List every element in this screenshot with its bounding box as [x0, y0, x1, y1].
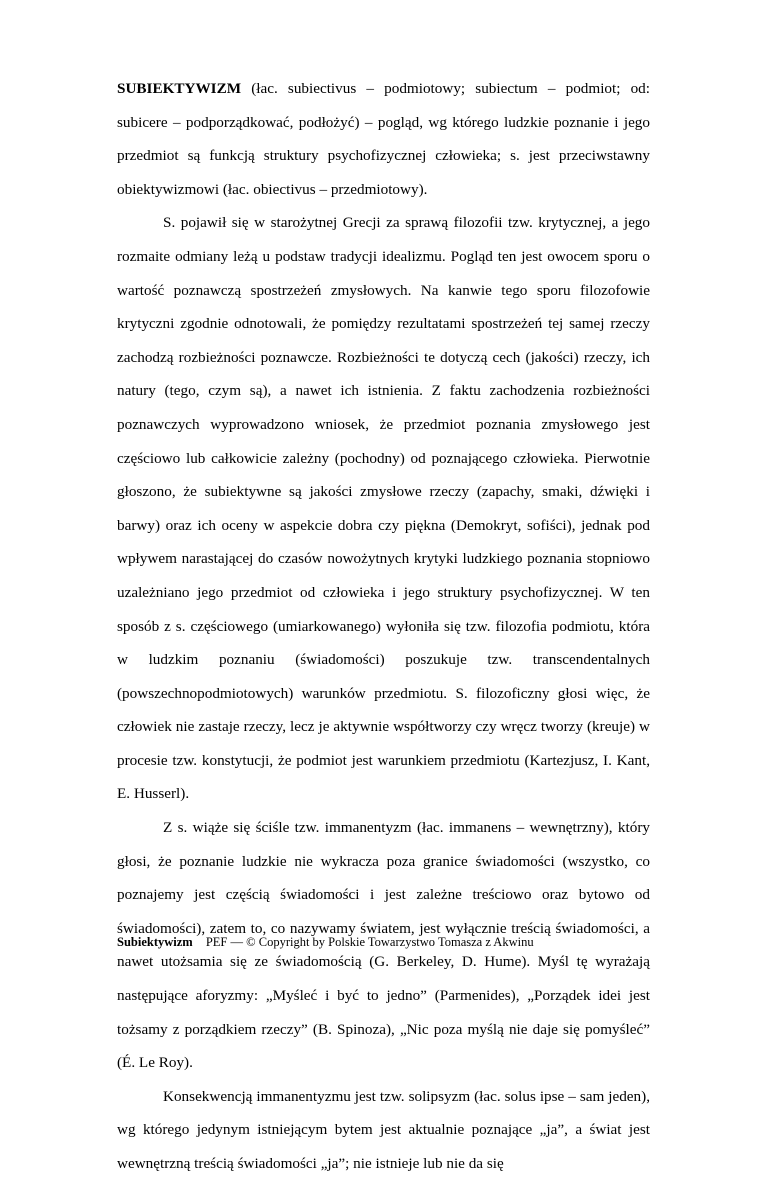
footer-copyright: PEF — © Copyright by Polskie Towarzystwo Tomasza z Akwinu	[205, 935, 534, 949]
body-paragraph: S. pojawił się w starożytnej Grecji za sprawą filozofii tzw. krytycznej, a jego rozmaite odmiany leżą u podstaw tradycji idealizmu. Pogląd ten jest owocem sporu o wartość poznawczą spostrzeżeń zmysłowych. Na kanwie tego sporu filozofowie krytyczni zgodnie odnotowali, że pomiędzy rezultatami spostrzeżeń tej samej rzeczy zachodzą rozbieżności poznawcze. Rozbieżności te dotyczą cech (jakości) rzeczy, ich natury (tego, czym są), a nawet ich istnienia. Z faktu zachodzenia rozbieżności poznawczych wyprowadzono wniosek, że przedmiot poznania zmysłowego jest częściowo lub całkowicie zależny (pochodny) od poznającego człowieka. Pierwotnie głoszono, że subiektywne są jakości zmysłowe rzeczy (zapachy, smaki, dźwięki i barwy) oraz ich oceny w aspekcie dobra czy piękna (Demokryt, sofiści), jednak pod wpływem narastającej do czasów nowożytnych krytyki ludzkiego poznania stopniowo uzależniano jego przedmiot od człowieka i jego struktury psychofizycznej. W ten sposób z s. częściowego (umiarkowanego) wyłoniła się tzw. filozofia podmiotu, która w ludzkim poznaniu (świadomości) poszukuje tzw. transcendentalnych (powszechnopodmiotowych) warunków przedmiotu. S. filozoficzny głosi więc, że człowiek nie zastaje rzeczy, lecz je aktywnie współtworzy czy wręcz tworzy (kreuje) w procesie tzw. konstytucji, że podmiot jest warunkiem przedmiotu (Kartezjusz, I. Kant, E. Husserl).	[117, 214, 650, 803]
body-paragraph: Z s. wiąże się ściśle tzw. immanentyzm (łac. immanens – wewnętrzny), który głosi, że poznanie ludzkie nie wykracza poza granice świadomości (wszystko, co poznajemy jest częścią świadomości i jest zależne treściowo oraz bytowo od świadomości), zatem to, co nazywamy światem, jest wyłącznie treścią świadomości, a nawet utożsamia się ze świadomością (G. Berkeley, D. Hume). Myśl tę wyrażają następujące aforyzmy: „Myśleć i być to jedno” (Parmenides), „Porządek idei jest tożsamy z porządkiem rzeczy” (B. Spinoza), „Nic poza myślą nie daje się pomyśleć” (É. Le Roy).	[117, 819, 650, 1072]
entry-definition-paragraph	[117, 72, 650, 206]
body-paragraph: Konsekwencją immanentyzmu jest tzw. solipsyzm (łac. solus ipse – sam jeden), wg którego jedynym istniejącym bytem jest aktualnie poznające „ja”, a świat jest wewnętrzną treścią świadomości „ja”; nie istnieje lub nie da się	[117, 1087, 650, 1172]
entry-definition: (łac. subiectivus – podmiotowy; subiectum – podmiot; od: subicere – podporządkować, podłożyć) – pogląd, wg którego ludzkie poznanie i jego przedmiot są funkcją struktury psychofizycznej człowieka; s. jest przeciwstawny obiektywizmowi (łac. obiectivus – przedmiotowy).	[117, 80, 650, 198]
page-footer	[117, 934, 534, 950]
entry-term: SUBIEKTYWIZM	[117, 80, 242, 97]
footer-title: Subiektywizm	[117, 935, 193, 949]
article-body	[117, 72, 650, 1181]
